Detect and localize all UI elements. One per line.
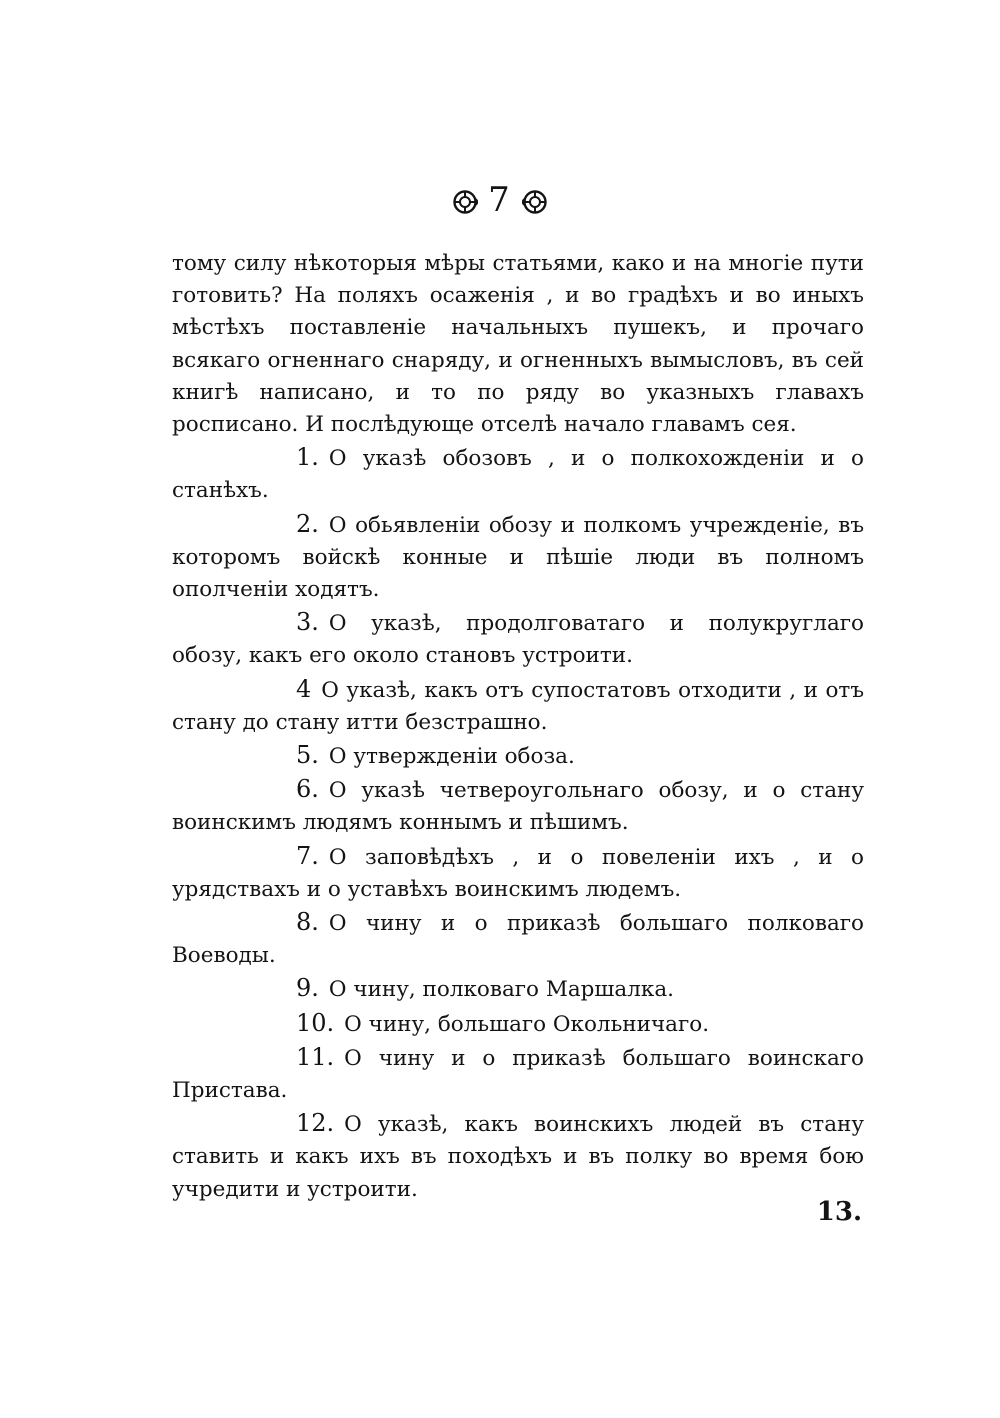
chapter-number: 10. <box>296 1008 335 1037</box>
chapter-title: О указѣ четвероугольнаго обозу, и о стану воинскимъ людямъ коннымъ и пѣшимъ. <box>172 778 864 836</box>
chapter-number: 1. <box>296 443 319 472</box>
chapter-title: О утвержденіи обоза. <box>328 744 575 770</box>
chapter-title: О указѣ, продолговатаго и полукруглаго обозу, какъ его около становъ устроити. <box>172 611 864 669</box>
chapter-title: О заповѣдѣхъ , и о повеленіи ихъ , и о урядствахъ и о уставѣхъ воинскимъ людемъ. <box>172 844 864 902</box>
chapter-title: О указѣ, какъ отъ супостатовъ отходити , и отъ стану до стану итти безстрашно. <box>172 677 864 735</box>
chapter-entry-9 <box>172 972 864 1006</box>
chapter-title: О чину и о приказѣ большаго воинскаго Пристава. <box>172 1045 864 1104</box>
chapter-title: О указѣ, какъ воинскихъ людей въ стану ставить и какъ ихъ въ походѣхъ и въ полку во время бою учредити и устроити. <box>172 1112 864 1202</box>
chapter-number: 8. <box>296 908 319 937</box>
chapter-number: 2. <box>296 509 319 538</box>
chapter-title: О чину и о приказѣ большаго полковаго Воеводы. <box>172 911 864 969</box>
chapter-entry-5 <box>172 739 864 773</box>
chapter-title: О обьявленіи обозу и полкомъ учрежденіе, въ которомъ войскѣ конные и пѣшіе люди въ полномъ ополченіи ходятъ. <box>172 512 864 603</box>
chapter-title: О указѣ обозовъ , и о полкохожденіи и о станѣхъ. <box>172 446 864 504</box>
chapter-entry-4 <box>172 673 864 739</box>
chapter-number: 5. <box>296 741 319 770</box>
chapter-number: 6. <box>296 775 319 804</box>
chapter-number: 9. <box>296 974 319 1003</box>
intro-paragraph: тому силу нѣкоторыя мѣры статьями, како и на многіе пути готовить? На поляхъ осаженія , и во градѣхъ и во иныхъ мѣстѣхъ поставленіе начальныхъ пушекъ, и прочаго всякаго огненнаго снаряду, и огненныхъ вымысловъ, въ сей книгѣ написано, и то по ряду во указныхъ главахъ росписано. И послѣдующе отселѣ начало главамъ сея. <box>172 251 864 438</box>
ornament-left-icon <box>452 189 478 215</box>
chapter-entry-10 <box>172 1007 864 1041</box>
chapter-number: 11. <box>296 1042 335 1071</box>
chapter-number: 12. <box>296 1109 335 1138</box>
page-number: 7 <box>488 180 512 220</box>
chapter-entry-1 <box>172 441 864 507</box>
page-header <box>0 178 1000 222</box>
chapter-entry-11 <box>172 1041 864 1107</box>
chapter-entry-8 <box>172 906 864 972</box>
chapter-number: 3. <box>296 608 319 637</box>
chapter-entry-6 <box>172 773 864 839</box>
chapter-title: О чину, большаго Окольничаго. <box>344 1011 710 1037</box>
chapter-number: 4 <box>296 674 312 703</box>
chapter-entry-12 <box>172 1107 864 1206</box>
chapter-entry-3 <box>172 606 864 672</box>
chapter-number: 7. <box>296 841 319 870</box>
chapter-entry-2 <box>172 508 864 607</box>
ornament-right-icon <box>522 189 548 215</box>
catchword: 13. <box>816 1197 862 1227</box>
page-body <box>172 248 864 1206</box>
chapter-entry-7 <box>172 840 864 906</box>
chapter-title: О чину, полковаго Маршалка. <box>328 977 674 1003</box>
